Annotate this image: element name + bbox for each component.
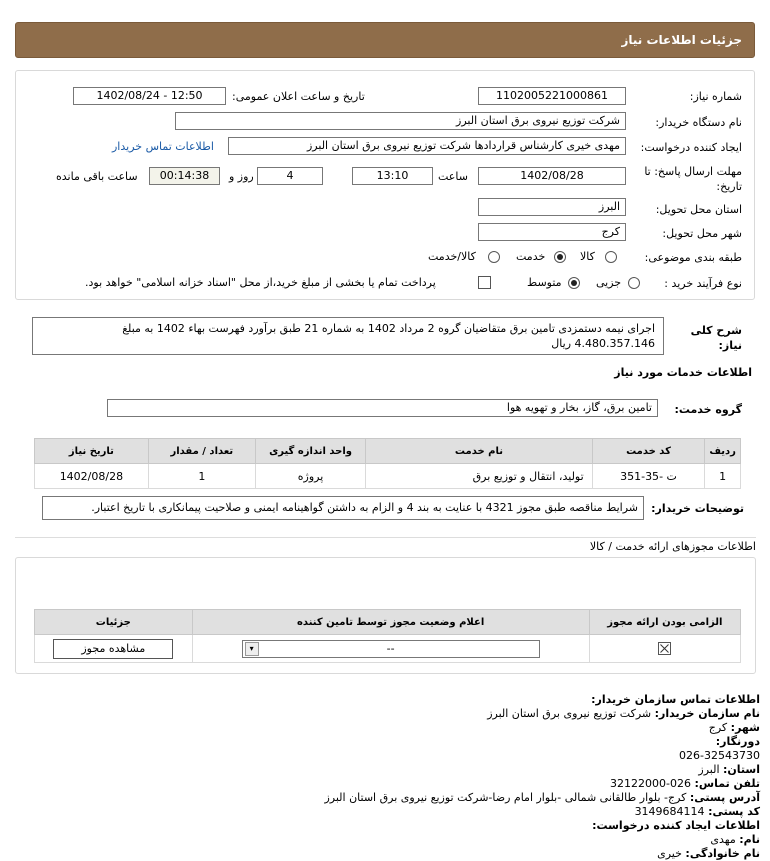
category-option-service: خدمت xyxy=(516,250,546,263)
remaining-label: ساعت باقی مانده xyxy=(56,170,138,183)
cell-qty: 1 xyxy=(148,464,255,489)
contact-city-value: کرج xyxy=(708,721,728,734)
announce-label: تاریخ و ساعت اعلان عمومی: xyxy=(232,90,365,103)
page-title: جزئیات اطلاعات نیاز xyxy=(621,33,742,47)
permit-required-cell xyxy=(589,635,740,663)
deadline-time-label: ساعت xyxy=(438,170,468,183)
page-header xyxy=(15,22,755,58)
category-label: طبقه بندی موضوعی: xyxy=(644,251,742,264)
contact-province-label: استان: xyxy=(723,763,760,776)
process-label: نوع فرآیند خرید : xyxy=(664,277,742,290)
process-radio-medium[interactable] xyxy=(568,277,580,289)
deadline-time-field: 13:10 xyxy=(352,167,433,185)
process-option-medium: متوسط xyxy=(527,276,562,289)
phone-label: تلفن تماس: xyxy=(694,777,760,790)
postal-value: 3149684114 xyxy=(634,805,705,818)
table-row xyxy=(35,635,741,663)
category-option-goods-service: کالا/خدمت xyxy=(428,250,476,263)
org-label: نام سازمان خریدار: xyxy=(654,707,760,720)
need-number-label: شماره نیاز: xyxy=(689,90,742,103)
creator-label: ایجاد کننده درخواست: xyxy=(640,141,742,154)
col-qty: تعداد / مقدار xyxy=(148,439,255,464)
fax-value: 026-32543730 xyxy=(679,749,760,762)
buyer-contact-link[interactable]: اطلاعات تماس خریدار xyxy=(112,140,214,153)
contact-title: اطلاعات تماس سازمان خریدار: xyxy=(591,693,760,706)
services-title: اطلاعات خدمات مورد نیاز xyxy=(614,366,752,379)
last-name-label: نام خانوادگی: xyxy=(685,847,760,860)
description-text: اجرای نیمه دستمزدی تامین برق متقاضیان گروه 2 مرداد 1402 به شماره 21 طبق برآورد فهرست بهاء 1402 به مبلغ 4.480.357.146 ریال xyxy=(32,317,664,355)
table-row xyxy=(35,464,741,489)
permits-title: اطلاعات مجوزهای ارائه خدمت / کالا xyxy=(589,540,756,553)
col-code: کد خدمت xyxy=(592,439,705,464)
announce-field: 1402/08/24 - 12:50 xyxy=(73,87,226,105)
cell-row: 1 xyxy=(705,464,741,489)
description-label: شرح کلی xyxy=(690,324,742,337)
buyer-field: شرکت توزیع نیروی برق استان البرز xyxy=(175,112,626,130)
cell-code: ت -35-351 xyxy=(592,464,705,489)
address-value: کرج- بلوار طالقانی شمالی -بلوار امام رضا-شرکت توزیع نیروی برق استان البرز xyxy=(324,791,687,804)
city-label: شهر محل تحویل: xyxy=(662,227,742,240)
deadline-label: مهلت ارسال پاسخ: تا xyxy=(644,165,742,178)
province-field: البرز xyxy=(478,198,626,216)
buyer-notes-label: توضیحات خریدار: xyxy=(651,502,744,515)
col-permit-details: جزئیات xyxy=(35,610,193,635)
col-permit-status: اعلام وضعیت مجوز توسط تامین کننده xyxy=(192,610,589,635)
deadline-date-label: تاریخ: xyxy=(716,180,742,193)
buyer-label: نام دستگاه خریدار: xyxy=(655,116,742,129)
treasury-checkbox[interactable] xyxy=(478,276,491,289)
contact-city-label: شهر: xyxy=(730,721,760,734)
service-group-label: گروه خدمت: xyxy=(674,403,742,416)
checked-box-icon xyxy=(658,642,671,655)
permit-status-cell xyxy=(192,635,589,663)
service-group-field: تامین برق، گاز، بخار و تهویه هوا xyxy=(107,399,658,417)
category-option-goods: کالا xyxy=(580,250,595,263)
category-radio-goods[interactable] xyxy=(605,251,617,263)
cell-date: 1402/08/28 xyxy=(35,464,149,489)
days-field: 4 xyxy=(257,167,323,185)
permit-status-value: -- xyxy=(386,641,395,655)
last-name-value: خیری xyxy=(657,847,682,860)
col-row: ردیف xyxy=(705,439,741,464)
col-name: نام خدمت xyxy=(366,439,592,464)
permit-status-select[interactable] xyxy=(242,640,540,658)
creator-field: مهدی خیری کارشناس قراردادها شرکت توزیع نیروی برق استان البرز xyxy=(228,137,626,155)
permits-table xyxy=(34,609,741,663)
treasury-text: پرداخت تمام یا بخشی از مبلغ خرید،از محل "اسناد خزانه اسلامی" خواهد بود. xyxy=(85,276,436,289)
description-label-2: نیاز: xyxy=(718,339,742,352)
col-date: تاریخ نیاز xyxy=(35,439,149,464)
address-label: آدرس پستی: xyxy=(689,791,760,804)
buyer-notes-text: شرایط مناقصه طبق مجوز 4321 با عنایت به بند 4 و الزام به داشتن گواهینامه ایمنی و صلاحیت پیمانکاری با تاریخ اعتبار. xyxy=(42,496,644,520)
remaining-time-field: 00:14:38 xyxy=(149,167,220,185)
process-radio-minor[interactable] xyxy=(628,277,640,289)
contact-province-value: البرز xyxy=(698,763,720,776)
category-radio-goods-service[interactable] xyxy=(488,251,500,263)
permit-details-cell xyxy=(35,635,193,663)
cell-unit: پروژه xyxy=(255,464,365,489)
process-option-minor: جزیی xyxy=(596,276,622,289)
first-name-value: مهدی xyxy=(710,833,736,846)
first-name-label: نام: xyxy=(739,833,760,846)
dropdown-arrow-icon[interactable]: ▾ xyxy=(245,642,259,656)
deadline-date-field: 1402/08/28 xyxy=(478,167,626,185)
divider xyxy=(15,537,756,538)
postal-label: کد پستی: xyxy=(708,805,760,818)
days-label: روز و xyxy=(229,170,254,183)
need-number-field: 1102005221000861 xyxy=(478,87,626,105)
view-permit-button[interactable]: مشاهده مجوز xyxy=(53,639,173,659)
category-radio-service[interactable] xyxy=(554,251,566,263)
col-permit-required: الزامی بودن ارائه مجوز xyxy=(589,610,740,635)
creator-info-title: اطلاعات ایجاد کننده درخواست: xyxy=(592,819,760,832)
services-table xyxy=(34,438,741,489)
contact-section xyxy=(324,693,760,861)
province-label: استان محل تحویل: xyxy=(655,203,742,216)
phone-value: 026-32122000 xyxy=(610,777,692,790)
cell-name: تولید، انتقال و توزیع برق xyxy=(366,464,592,489)
org-value: شرکت توزیع نیروی برق استان البرز xyxy=(487,707,652,720)
fax-label: دورنگار: xyxy=(715,735,760,748)
col-unit: واحد اندازه گیری xyxy=(255,439,365,464)
city-field: کرج xyxy=(478,223,626,241)
